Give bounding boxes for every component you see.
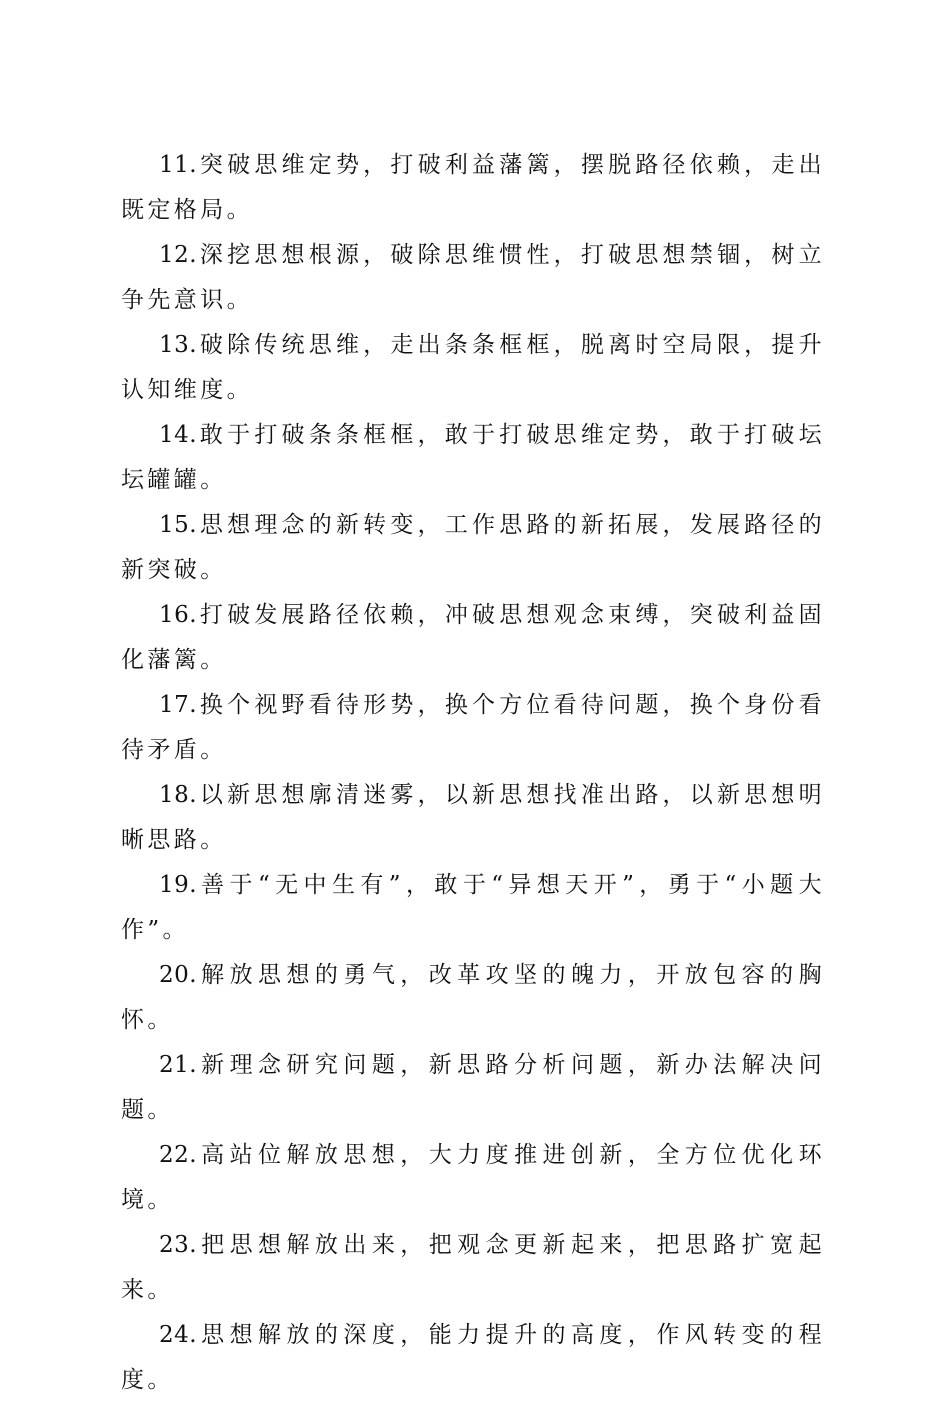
list-item <box>121 413 825 503</box>
document-body <box>121 143 825 1403</box>
list-item <box>121 683 825 773</box>
item-number: 11. <box>159 152 198 178</box>
list-item <box>121 503 825 593</box>
list-item <box>121 1043 825 1133</box>
item-text: 思想解放的深度，能力提升的高度，作风转变的程度。 <box>121 1322 825 1393</box>
item-text: 思想理念的新转变，工作思路的新拓展，发展路径的新突破。 <box>121 512 825 583</box>
list-item <box>121 863 825 953</box>
item-number: 22. <box>159 1142 198 1168</box>
list-item <box>121 953 825 1043</box>
list-item <box>121 143 825 233</box>
item-number: 18. <box>159 782 198 808</box>
item-number: 12. <box>159 242 198 268</box>
item-text: 把思想解放出来，把观念更新起来，把思路扩宽起来。 <box>121 1232 825 1303</box>
item-text: 突破思维定势，打破利益藩篱，摆脱路径依赖，走出既定格局。 <box>121 152 825 223</box>
item-number: 20. <box>159 962 198 988</box>
item-text: 以新思想廓清迷雾，以新思想找准出路，以新思想明晰思路。 <box>121 782 825 853</box>
list-item <box>121 1313 825 1403</box>
item-number: 16. <box>159 602 198 628</box>
item-text: 敢于打破条条框框，敢于打破思维定势，敢于打破坛坛罐罐。 <box>121 422 825 493</box>
item-text: 破除传统思维，走出条条框框，脱离时空局限，提升认知维度。 <box>121 332 825 403</box>
list-item <box>121 323 825 413</box>
item-number: 23. <box>159 1232 198 1258</box>
item-number: 24. <box>159 1322 198 1348</box>
item-number: 13. <box>159 332 198 358</box>
item-number: 17. <box>159 692 198 718</box>
list-item <box>121 1133 825 1223</box>
item-text: 善于“无中生有”，敢于“异想天开”，勇于“小题大作”。 <box>121 872 825 943</box>
item-text: 解放思想的勇气，改革攻坚的魄力，开放包容的胸怀。 <box>121 962 825 1033</box>
list-item <box>121 773 825 863</box>
item-number: 14. <box>159 422 198 448</box>
item-text: 高站位解放思想，大力度推进创新，全方位优化环境。 <box>121 1142 825 1213</box>
item-number: 21. <box>159 1052 198 1078</box>
list-item <box>121 593 825 683</box>
item-text: 换个视野看待形势，换个方位看待问题，换个身份看待矛盾。 <box>121 692 825 763</box>
list-item <box>121 1223 825 1313</box>
item-number: 15. <box>159 512 198 538</box>
item-number: 19. <box>159 872 198 898</box>
item-text: 新理念研究问题，新思路分析问题，新办法解决问题。 <box>121 1052 825 1123</box>
item-text: 打破发展路径依赖，冲破思想观念束缚，突破利益固化藩篱。 <box>121 602 825 673</box>
list-item <box>121 233 825 323</box>
item-text: 深挖思想根源，破除思维惯性，打破思想禁锢，树立争先意识。 <box>121 242 825 313</box>
